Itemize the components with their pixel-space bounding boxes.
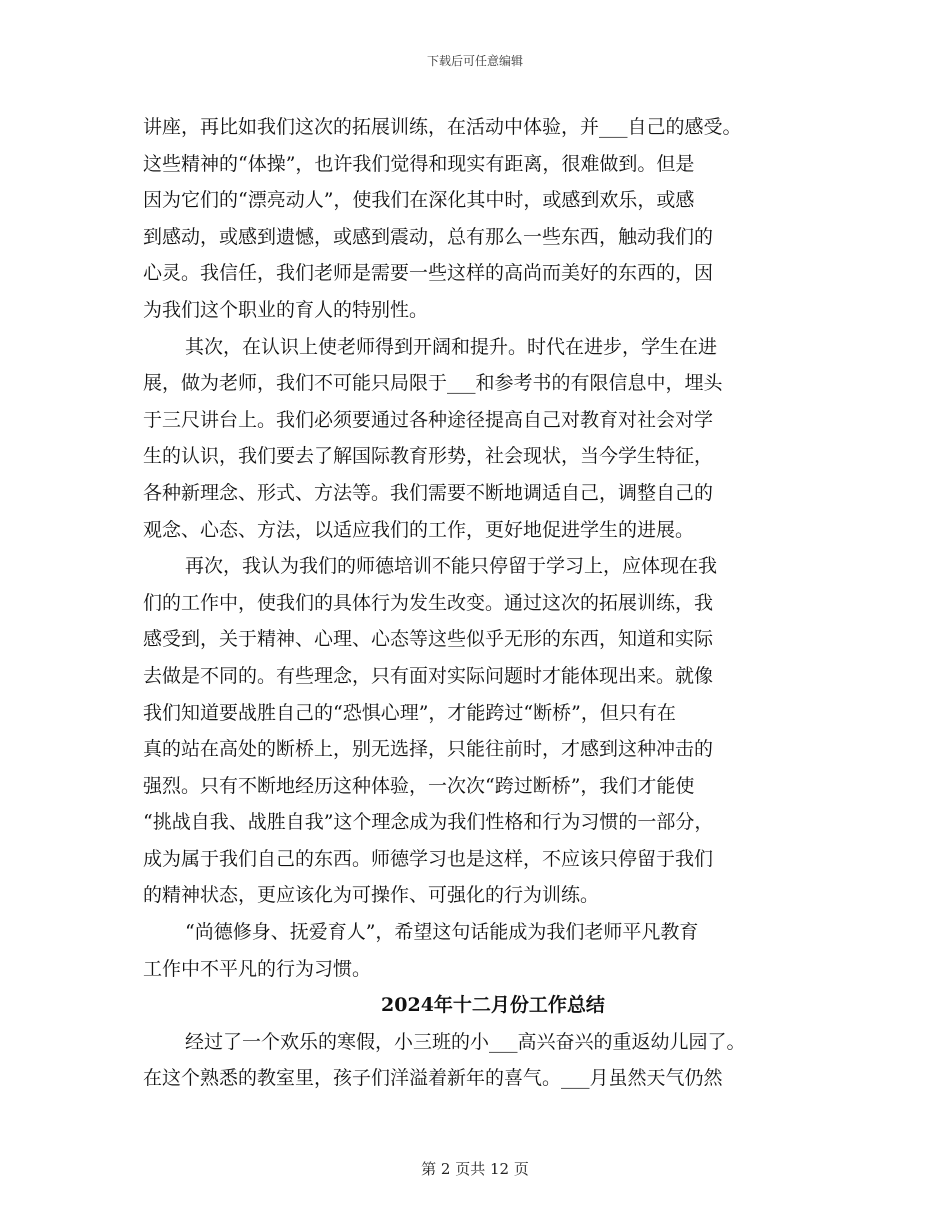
text-line: 经过了一个欢乐的寒假，小三班的小___高兴奋兴的重返幼儿园了。 <box>185 1030 746 1053</box>
text-line: 于三尺讲台上。我们必须要通过各种途径提高自己对教育对社会对学 <box>143 408 714 431</box>
text-line: 们的工作中，使我们的具体行为发生改变。通过这次的拓展训练，我 <box>143 591 714 614</box>
text-line: 展，做为老师，我们不可能只局限于___和参考书的有限信息中，埋头 <box>143 372 723 395</box>
paragraph <box>143 329 823 549</box>
text-line: 我们知道要战胜自己的“恐惧心理”，才能跨过“断桥”，但只有在 <box>143 701 676 724</box>
paragraph <box>143 548 823 914</box>
section-title: 2024年十二月份工作总结 <box>381 994 605 1017</box>
document-body <box>143 109 823 1097</box>
text-line: 工作中不平凡的行为习惯。 <box>143 957 372 980</box>
text-line: 的精神状态，更应该化为可操作、可强化的行为训练。 <box>143 884 600 907</box>
text-line: 讲座，再比如我们这次的拓展训练，在活动中体验，并___自己的感受。 <box>143 116 742 138</box>
text-line: 真的站在高处的断桥上，别无选择，只能往前时，才感到这种冲击的 <box>143 738 714 761</box>
text-line: 心灵。我信任，我们老师是需要一些这样的高尚而美好的东西的，因 <box>143 262 714 285</box>
paragraph <box>143 914 823 987</box>
text-line: 生的认识，我们要去了解国际教育形势，社会现状，当今学生特征， <box>143 445 714 468</box>
text-line: 其次，在认识上使老师得到开阔和提升。时代在进步，学生在进 <box>185 335 718 358</box>
text-line: 在这个熟悉的教室里，孩子们洋溢着新年的喜气。___月虽然天气仍然 <box>143 1067 723 1090</box>
text-line: 成为属于我们自己的东西。师德学习也是这样，不应该只停留于我们 <box>143 847 714 870</box>
text-line: 强烈。只有不断地经历这种体验，一次次“跨过断桥”，我们才能使 <box>143 774 695 797</box>
text-line: 各种新理念、形式、方法等。我们需要不断地调适自己，调整自己的 <box>143 481 714 504</box>
text-line: 再次，我认为我们的师德培训不能只停留于学习上，应体现在我 <box>185 555 718 578</box>
paragraph <box>143 109 823 329</box>
text-line: “挑战自我、战胜自我”这个理念成为我们性格和行为习惯的一部分， <box>143 811 714 834</box>
text-line: 去做是不同的。有些理念，只有面对实际问题时才能体现出来。就像 <box>143 664 714 687</box>
text-line: 观念、心态、方法，以适应我们的工作，更好地促进学生的进展。 <box>143 518 695 541</box>
paragraph <box>143 1024 823 1097</box>
text-line: 因为它们的“漂亮动人”，使我们在深化其中时，或感到欢乐，或感 <box>143 189 695 212</box>
text-line: “尚德修身、抚爱育人”，希望这句话能成为我们老师平凡教育 <box>185 921 699 944</box>
text-line: 这些精神的“体操”，也许我们觉得和现实有距离，很难做到。但是 <box>143 152 695 175</box>
page-footer: 第 2 页共 12 页 <box>421 1160 529 1178</box>
text-line: 感受到，关于精神、心理、心态等这些似乎无形的东西，知道和实际 <box>143 628 714 651</box>
text-line: 到感动，或感到遗憾，或感到震动，总有那么一些东西，触动我们的 <box>143 225 714 248</box>
page-header: 下载后可任意编辑 <box>426 54 523 68</box>
text-line: 为我们这个职业的育人的特别性。 <box>143 298 429 321</box>
